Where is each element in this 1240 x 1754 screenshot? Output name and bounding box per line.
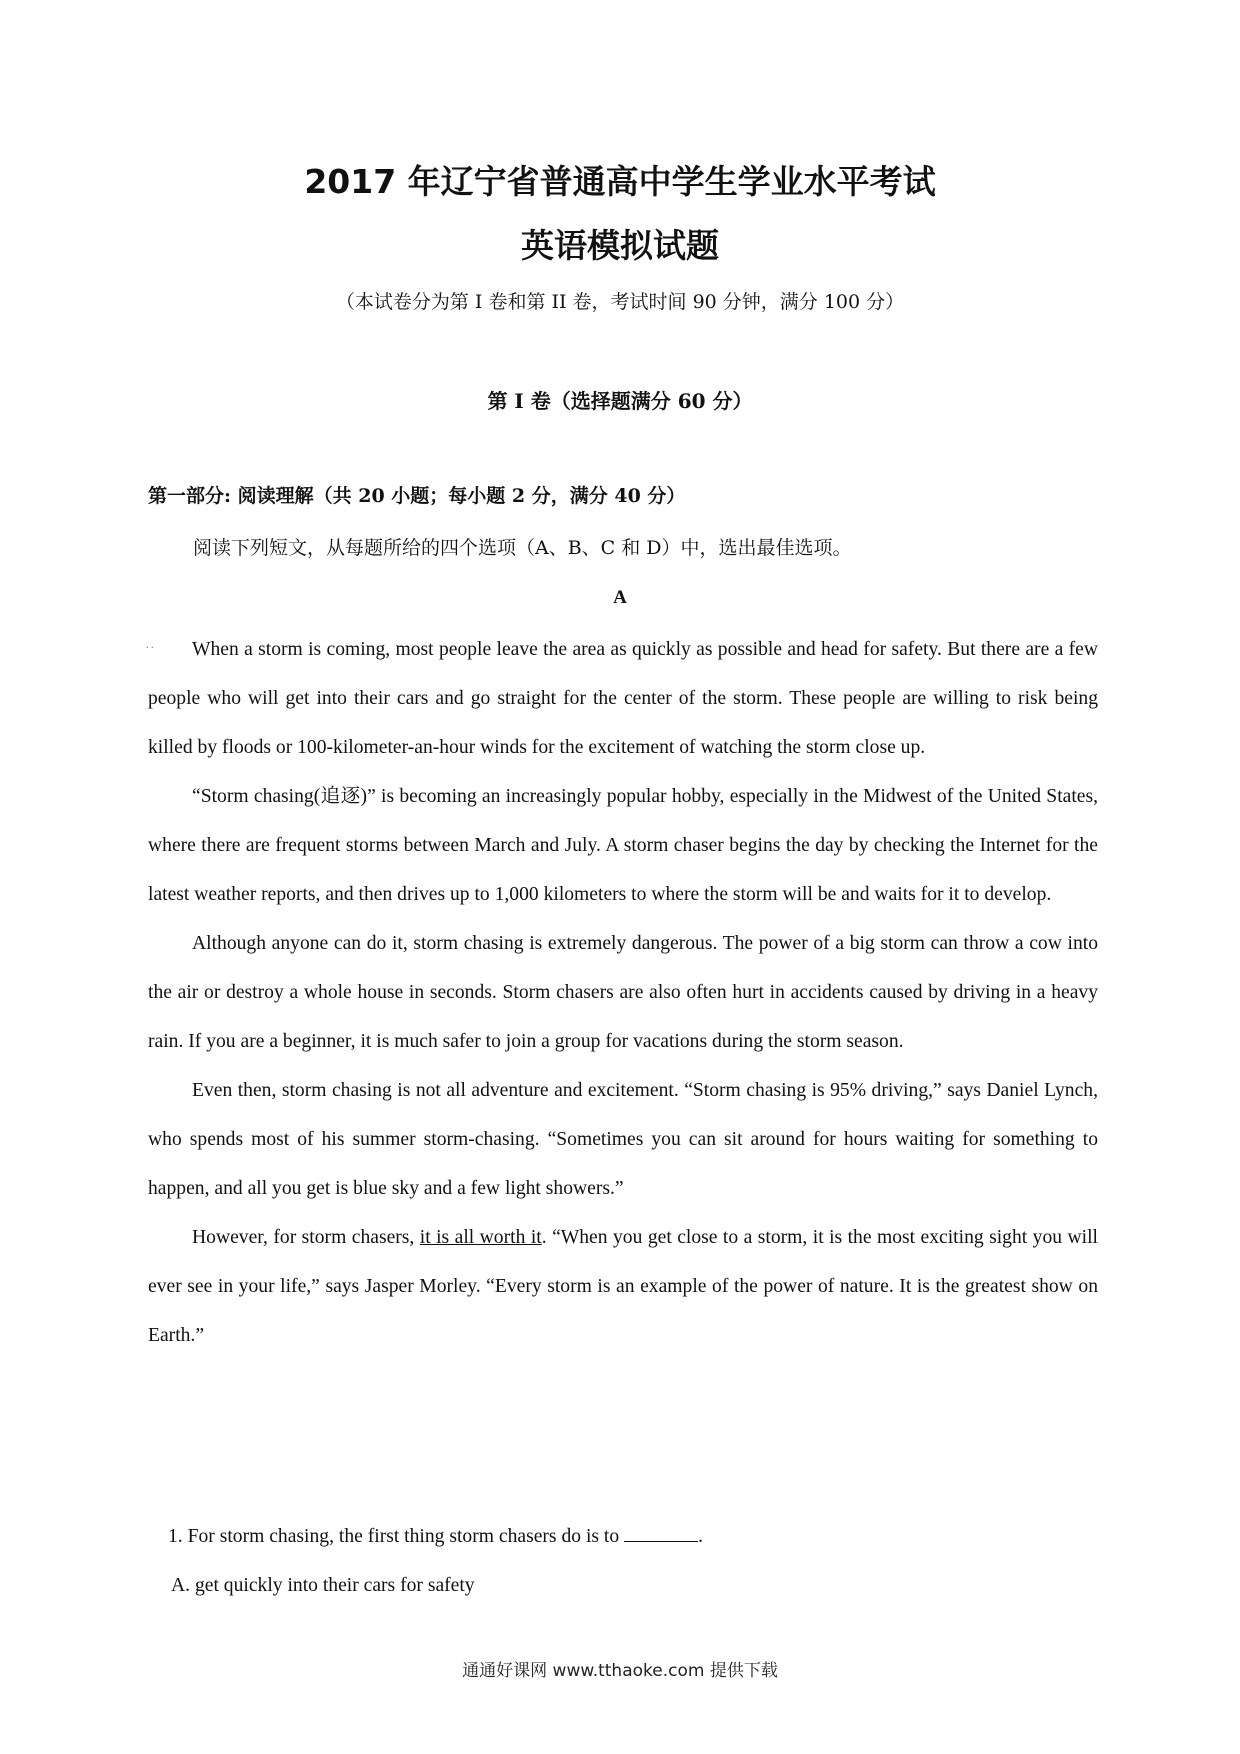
exam-note: （本试卷分为第 I 卷和第 II 卷，考试时间 90 分钟，满分 100 分） [335,291,905,313]
passage-paragraph: “Storm chasing(追逐)” is becoming an increasingly popular hobby, especially in the Midwest of the United States, where there are frequent storms between March and July. A storm chaser begins the day by checking the Internet for the latest weather reports, and then drives up to 1,000 kilometers to where the storm will be and waits for it to develop. [148,786,1098,905]
passage-paragraph: Even then, storm chasing is not all adventure and excitement. “Storm chasing is 95% driving,” says Daniel Lynch, who spends most of his summer storm-chasing. “Sometimes you can sit around for hours waiting for something to happen, and all you get is blue sky and a few light showers.” [148,1080,1098,1199]
underlined-phrase: it is all worth it [419,1227,542,1248]
page-footer: 通通好课网 www.tthaoke.com 提供下载 [462,1661,778,1681]
passage-paragraph: When a storm is coming, most people leave the area as quickly as possible and head for safety. But there are a few people who will get into their cars and go straight for the center of the storm. These people are willing to risk being killed by floods or 100-kilometer-an-hour winds for the excitement of watching the storm close up. [148,639,1098,758]
passage-paragraph: Although anyone can do it, storm chasing is extremely dangerous. The power of a big storm can throw a cow into the air or destroy a whole house in seconds. Storm chasers are also often hurt in accidents caused by driving in a heavy rain. If you are a beginner, it is much safer to join a group for vacations during the storm season. [148,933,1098,1052]
scan-speck: . . [146,640,154,651]
question-end: . [698,1526,703,1547]
question-text: 1. For storm chasing, the first thing storm chasers do is to [168,1526,620,1547]
part-instruction: 阅读下列短文，从每题所给的四个选项（A、B、C 和 D）中，选出最佳选项。 [193,537,852,559]
answer-blank [624,1523,698,1542]
passage-letter: A [613,587,627,608]
part-title: 第一部分: 阅读理解（共 20 小题；每小题 2 分，满分 40 分） [148,485,686,507]
document-subtitle: 英语模拟试题 [521,226,719,265]
paragraph-text: . “When you get close to a storm, it is the most exciting sight you will ever see in your life,” says Jasper Morley. “Every storm is an example of the power of nature. It is the greatest show on Earth.” [148,1227,1098,1346]
question-1 [168,1512,703,1561]
paragraph-text: However, for storm chasers, [192,1227,420,1248]
volume-title: 第 I 卷（选择题满分 60 分） [487,389,753,413]
passage-body [148,625,1098,1360]
passage-paragraph [148,1213,1098,1360]
question-1-option-a: A. get quickly into their cars for safety [171,1575,475,1596]
document-title: 2017 年辽宁省普通高中学生学业水平考试 [304,162,936,201]
